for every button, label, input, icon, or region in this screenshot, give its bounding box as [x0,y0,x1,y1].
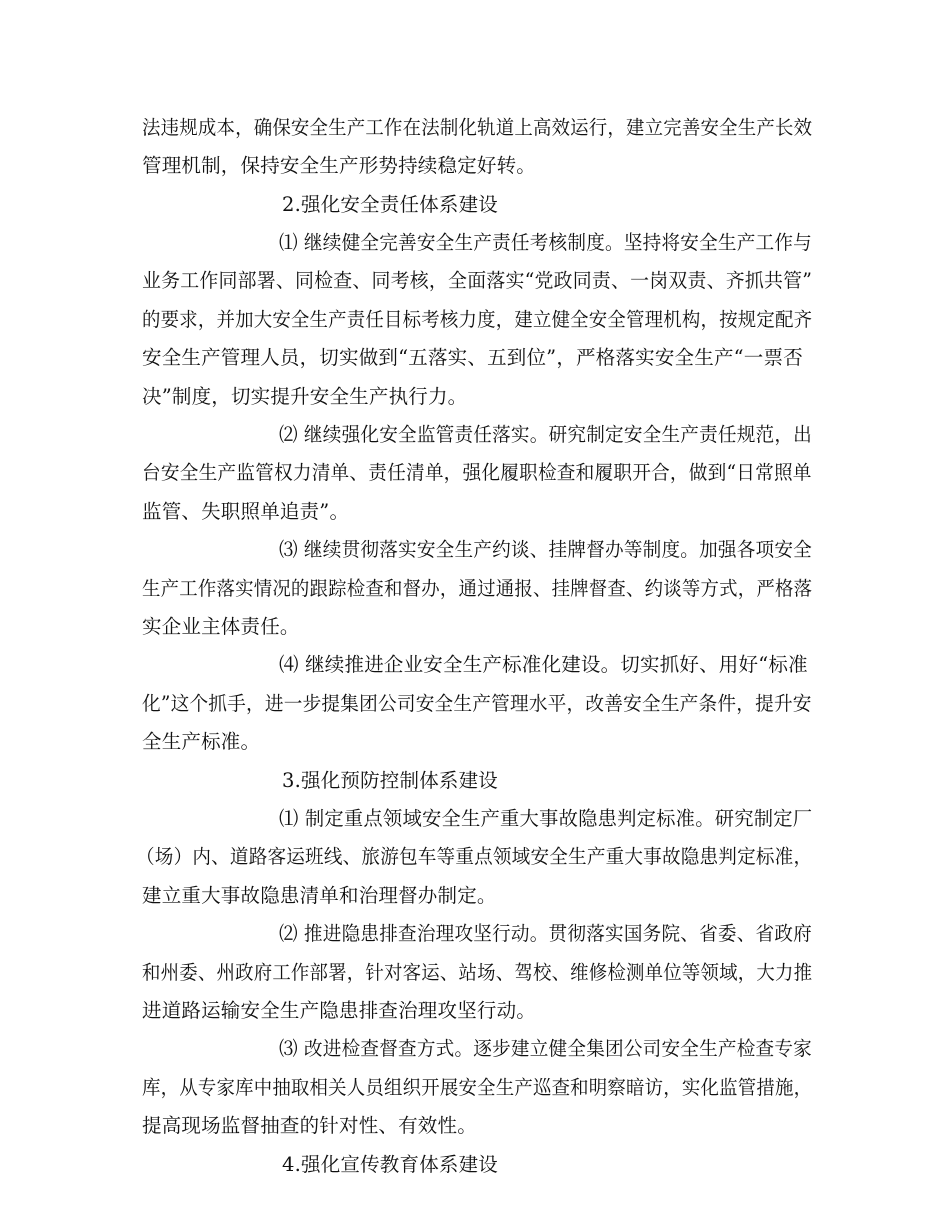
body-text-line: ⑶ 改进检查督查方式。逐步建立健全集团公司安全生产检查专家 [279,1037,813,1060]
body-text-line: 建立重大事故隐患清单和治理督办制定。 [142,884,497,907]
body-text-line: （场）内、道路客运班线、旅游包车等重点领域安全生产重大事故隐患判定标准， [136,845,813,868]
body-text-line: 业务工作同部署、同检查、同考核，全面落实“党政同责、一岗双责、齐抓共管” [142,269,813,292]
body-text-line: 化”这个抓手，进一步提集团公司安全生产管理水平，改善安全生产条件，提升安 [142,692,812,715]
body-text-line: ⑴ 制定重点领域安全生产重大事故隐患判定标准。研究制定厂 [279,807,813,830]
body-text-line: 的要求，并加大安全生产责任目标考核力度，建立健全安全管理机构，按规定配齐 [142,308,813,331]
body-text-line: 决”制度，切实提升安全生产执行力。 [142,385,468,408]
body-text-line: ⑶ 继续贯彻落实安全生产约谈、挂牌督办等制度。加强各项安全 [279,538,813,561]
body-text-line: 提高现场监督抽查的针对性、有效性。 [142,1114,477,1137]
section-heading: 4.强化宣传教育体系建设 [282,1153,499,1176]
body-text-line: 管理机制，保持安全生产形势持续稳定好转。 [142,154,537,177]
body-text-line: ⑷ 继续推进企业安全生产标准化建设。切实抓好、用好“标准 [279,653,808,676]
body-text-line: ⑵ 推进隐患排查治理攻坚行动。贯彻落实国务院、省委、省政府 [279,922,813,945]
body-text-line: 实企业主体责任。 [142,615,300,638]
body-text-line: ⑴ 继续健全完善安全生产责任考核制度。坚持将安全生产工作与 [279,231,813,254]
body-text-line: 全生产标准。 [142,730,261,753]
body-text-line: 安全生产管理人员，切实做到“五落实、五到位”，严格落实安全生产“一票否 [142,346,803,369]
section-heading: 2.强化安全责任体系建设 [282,193,499,216]
body-text-line: ⑵ 继续强化安全监管责任落实。研究制定安全生产责任规范，出 [279,423,813,446]
body-text-line: 和州委、州政府工作部署，针对客运、站场、驾校、维修检测单位等领域，大力推 [142,961,813,984]
section-heading: 3.强化预防控制体系建设 [282,769,499,792]
body-text-line: 库，从专家库中抽取相关人员组织开展安全生产巡查和明察暗访，实化监管措施， [142,1076,813,1099]
body-text-line: 生产工作落实情况的跟踪检查和督办，通过通报、挂牌督查、约谈等方式，严格落 [142,577,813,600]
body-text-line: 台安全生产监管权力清单、责任清单，强化履职检查和履职开合，做到“日常照单 [142,461,812,484]
body-text-line: 监管、失职照单追责”。 [142,500,350,523]
body-text-line: 进道路运输安全生产隐患排查治理攻坚行动。 [142,999,537,1022]
body-text-line: 法违规成本，确保安全生产工作在法制化轨道上高效运行，建立完善安全生产长效 [142,116,813,139]
